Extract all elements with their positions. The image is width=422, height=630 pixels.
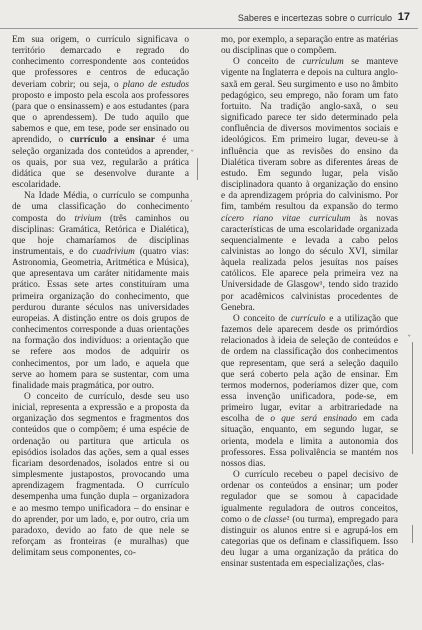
text-run: em cada situação, enquanto, em segundo lugar, se orienta, modela e limita a autonomia dos professores. Essa polivalência se mantém nos nossos dias. bbox=[221, 414, 398, 469]
italic-term: trivium bbox=[74, 213, 102, 224]
text-run: às novas características de uma escolaridade organizada sequencialmente e levada a cabo pelos calvinistas ao longo do século XVI, similar àquela realizada pelos jesuítas nos países católicos. Ele aparece pela primeira vez na Universidade de Glasgow¹, tendo sido trazido por acadêmicos calvinistas procedentes de Genebra. bbox=[221, 213, 398, 313]
bold-term: currículo a ensinar bbox=[70, 135, 155, 146]
pencil-tick-mark: ˇ bbox=[407, 335, 412, 345]
italic-term: currículo bbox=[290, 313, 326, 324]
italic-term: classe bbox=[263, 514, 287, 525]
text-run: O conceito de bbox=[233, 313, 291, 324]
text-run: mo, por exemplo, a separação entre as matérias ou disciplinas que o compõem. bbox=[221, 35, 398, 57]
text-run: O conceito de bbox=[233, 57, 303, 68]
pencil-margin-line bbox=[197, 158, 198, 180]
text-run: O currículo recebeu o papel decisivo de ordenar os conteúdos a ensinar; um poder regulador que se somou à capacidade igualmente reguladora de outros conceitos, como o de bbox=[221, 470, 398, 525]
text-run: (quatro vias: Astronomia, Geometria, Aritmética e Música), que apresentava um caráter nitidamente mais prático. Essas sete artes constituíram uma primeira organização do conhecimento, que perdurou durante séculos nas universidades europeias. A distinção entre os dois grupos de conhecimentos corresponde a duas orientações na formação dos indivíduos: a orientação que se refere aos modos de adquirir os conhecimentos, por um lado, e aquela que serve ao homem para se sustentar, com uma finalidade mais pragmática, por outro. bbox=[12, 246, 189, 391]
paragraph bbox=[221, 35, 398, 57]
italic-term: cícero riano vitae curriculum bbox=[221, 213, 351, 224]
page-number: 17 bbox=[397, 11, 410, 23]
running-title: Saberes e incertezas sobre o currículo bbox=[237, 13, 392, 23]
left-text-column bbox=[12, 35, 189, 559]
text-run: Na Idade Média, o currículo se compunha de uma classificação do conhecimento composta do bbox=[12, 191, 189, 224]
paragraph bbox=[221, 314, 398, 470]
text-run: se manteve vigente na Inglaterra e depois na cultura anglo-saxã em geral. Seu surgimento e uso no âmbito pedagógico, seu emprego, não foram um fato fortuito. Na tradição anglo-saxã, o seu significado parece ter sido determinado pela confluência de diversos movimentos sociais e ideológicos. Em primeiro lugar, deveu-se à influência que as revisões do ensino da Dialética tiveram sobre as diferentes áreas de estudo. Em segundo lugar, pela visão disciplinadora quanto à organização do ensino e da aprendizagem própria do calvinismo. Por fim, também resultou da expansão do termo bbox=[221, 57, 398, 213]
italic-term: o que será ensinado bbox=[270, 414, 357, 425]
pencil-tick-mark: ʹ bbox=[190, 200, 193, 210]
paragraph bbox=[221, 470, 398, 570]
right-text-column bbox=[221, 35, 398, 571]
text-run: Em sua origem, o currículo significava o território demarcado e regrado do conhecimento correspondente aos conteúdos que professores e centros de educação deveriam cobrir; ou seja, o bbox=[12, 35, 189, 90]
text-run: O conceito de currículo, desde seu uso inicial, representa a expressão e a proposta da organização dos segmentos e fragmentos dos conteúdos que o compõem; é uma espécie de ordenação ou partitura que articula os episódios isolados das ações, sem a qual esses ficariam desordenados, isolados entre si ou simplesmente justapostos, provocando uma aprendizagem fragmentada. O currículo desempenha uma função dupla – organizadora e ao mesmo tempo unificadora – do ensinar e do aprender, por um lado, e, por outro, cria um paradoxo, devido ao fato de que nele se reforçam as fronteiras (e muralhas) que delimitam seus componentes, co- bbox=[12, 392, 189, 559]
text-run: ² (ou turma), empregado para distinguir os alunos entre si e agrupá-los em categorias que os definam e classifiquem. Isso deu lugar a uma organização da prática do ensinar sustentada em especializações, clas- bbox=[221, 514, 398, 570]
text-run: proposto e imposto pela escola aos professores (para que o ensinassem) e aos estudantes (para que o aprendessem). De tudo aquilo que sabemos e que, em tese, pode ser ensinado ou aprendido, o bbox=[12, 90, 189, 146]
pencil-margin-line bbox=[412, 342, 413, 454]
pencil-tick-mark: ˇ bbox=[190, 150, 195, 160]
text-run: e a utilização que fazemos dele aparecem desde os primórdios relacionados à ideia de seleção de conteúdos e de ordem na classificação dos conhecimentos que representam, que será a seleção daquilo que será coberto pela ação de ensinar. Em termos modernos, poderíamos dizer que, com essa invenção unificadora, pode-se, em primeiro lugar, evitar a arbitrariedade na escolha de bbox=[221, 313, 399, 425]
paragraph bbox=[12, 392, 189, 559]
italic-term: cuadrivium bbox=[92, 246, 135, 257]
pencil-margin-line bbox=[412, 525, 413, 543]
text-run: é uma seleção organizada dos conteúdos a aprender, os quais, por sua vez, regularão a prática didática que se desenvolve durante a escolaridade. bbox=[12, 135, 190, 191]
italic-term: plano de estudos bbox=[122, 79, 189, 90]
paragraph bbox=[12, 191, 189, 392]
running-header bbox=[0, 10, 418, 29]
paragraph bbox=[221, 57, 398, 314]
paragraph bbox=[12, 35, 189, 191]
text-run: (três caminhos ou disciplinas: Gramática, Retórica e Dialética), que hoje chamaríamos de disciplinas instrumentais, e do bbox=[12, 213, 190, 257]
italic-term: curriculum bbox=[302, 57, 344, 68]
